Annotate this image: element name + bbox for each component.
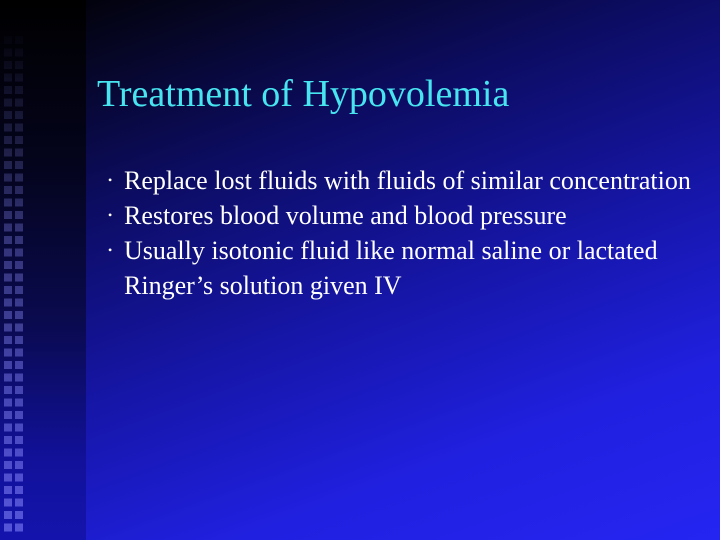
bullet-list [108,163,708,303]
bullet-dot-icon: • [108,243,113,257]
bullet-text: Usually isotonic fluid like normal saline or lactated Ringer’s solution given IV [124,236,658,300]
bullet-dot-icon: • [108,208,113,222]
bullet-item [108,233,708,303]
decorative-square-column [4,36,12,536]
bullet-text: Replace lost fluids with fluids of similar concentration [124,166,691,195]
bullet-item [108,198,708,233]
bullet-text: Restores blood volume and blood pressure [124,201,567,230]
bullet-dot-icon: • [108,173,113,187]
decorative-left-strip [0,0,86,540]
slide-title: Treatment of Hypovolemia [97,73,510,115]
bullet-item [108,163,708,198]
decorative-square-column [15,36,23,536]
